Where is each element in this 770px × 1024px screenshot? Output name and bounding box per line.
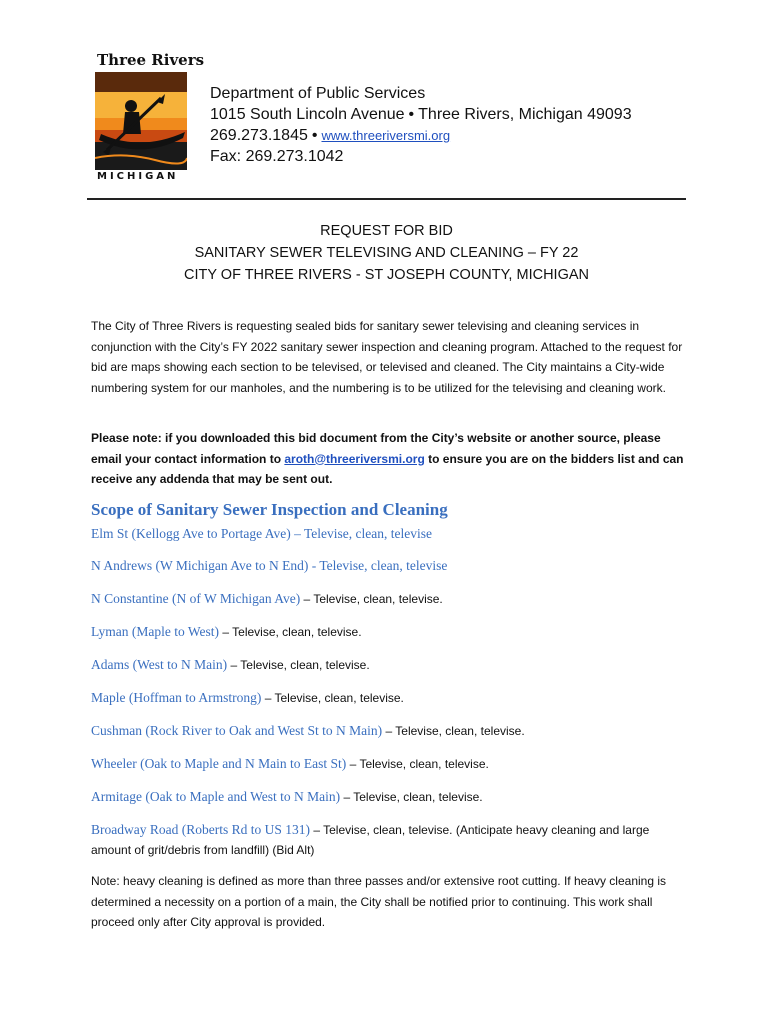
scope-item-action: – Televise, clean, televise. (261, 691, 404, 705)
scope-item-location: Elm St (Kellogg Ave to Portage Ave) – Televise, clean, televise (91, 526, 432, 541)
scope-item-action: – Televise, clean, televise. (300, 592, 443, 606)
department-contact (210, 83, 632, 167)
note-paragraph: Note: heavy cleaning is defined as more than three passes and/or extensive root cutting. If heavy cleaning is determined a necessity on a portion of a main, the City shall be notified prior to continuing. This work shall proceed only after City approval is provided. (91, 874, 667, 929)
scope-item-action: – Televise, clean, televise. (227, 658, 370, 672)
heading-line-1: REQUEST FOR BID (320, 223, 453, 239)
scope-item (91, 787, 691, 807)
department-city: Three Rivers, Michigan 49093 (418, 106, 632, 123)
scope-item-action: – Televise, clean, televise. (Anticipate heavy cleaning and large amount of grit/debris from landfill) (Bid Alt) (91, 823, 650, 857)
department-phone-line (210, 125, 632, 146)
intro-paragraph: The City of Three Rivers is requesting sealed bids for sanitary sewer televising and cleaning services in conjunction with the City’s FY 2022 sanitary sewer inspection and cleaning program. Attached to the request for bid are maps showing each section to be televised, or televised and cleaned. The City maintains a City-wide numbering system for our manholes, and the numbering is to be utilized for the televising and cleaning work. (91, 319, 683, 395)
scope-item-location: Armitage (Oak to Maple and West to N Main) (91, 789, 341, 804)
department-fax: Fax: 269.273.1042 (210, 148, 344, 165)
logo-subtitle: MICHIGAN (97, 171, 179, 182)
scope-item-location: N Andrews (W Michigan Ave to N End) - Televise, clean, televise (91, 558, 448, 573)
scope-item (91, 820, 691, 860)
contact-email-link[interactable]: aroth@threeriversmi.org (284, 451, 425, 466)
scope-item (91, 524, 691, 544)
scope-item (91, 754, 691, 774)
scope-item-location: Maple (Hoffman to Armstrong) (91, 690, 262, 705)
scope-item-action: – Televise, clean, televise. (346, 757, 489, 771)
heading-line-3: CITY OF THREE RIVERS - ST JOSEPH COUNTY, MICHIGAN (184, 267, 589, 283)
scope-item-action: – Televise, clean, televise. (340, 790, 483, 804)
scope-item-location: Wheeler (Oak to Maple and N Main to East St) (91, 756, 347, 771)
logo-title: Three Rivers (97, 51, 205, 69)
scope-item-location: N Constantine (N of W Michigan Ave) (91, 591, 301, 606)
website-link[interactable]: www.threeriversmi.org (321, 128, 451, 143)
kayaker-logo-icon (95, 72, 187, 170)
header-divider (87, 198, 686, 200)
scope-item (91, 655, 691, 675)
department-address-line (210, 104, 632, 125)
scope-item (91, 721, 691, 741)
scope-item-action: – Televise, clean, televise. (219, 625, 362, 639)
heading-line-2: SANITARY SEWER TELEVISING AND CLEANING – FY 22 (194, 245, 579, 261)
department-address: 1015 South Lincoln Avenue (210, 106, 405, 123)
bullet-separator: • (311, 127, 318, 144)
scope-heading: Scope of Sanitary Sewer Inspection and Cleaning (91, 500, 448, 519)
department-phone: 269.273.1845 (210, 127, 308, 144)
scope-item-location: Lyman (Maple to West) (91, 624, 220, 639)
scope-item-action: – Televise, clean, televise. (382, 724, 525, 738)
scope-item (91, 556, 691, 576)
notice-paragraph (91, 428, 691, 490)
scope-item (91, 589, 691, 609)
scope-item (91, 688, 691, 708)
scope-item-location: Cushman (Rock River to Oak and West St to N Main) (91, 723, 383, 738)
department-name: Department of Public Services (210, 85, 426, 102)
notice-text-before: Please note: if you downloaded this bid document from the City’s website or another source, please email your contact information to (91, 431, 661, 466)
scope-item (91, 622, 691, 642)
scope-item-location: Broadway Road (Roberts Rd to US 131) (91, 822, 310, 837)
scope-item-location: Adams (West to N Main) (91, 657, 228, 672)
city-logo (93, 50, 205, 186)
bullet-separator: • (408, 106, 415, 123)
notice-text-after: to ensure you are on the bidders list and can receive any addenda that may be sent out. (91, 451, 684, 486)
document-heading (87, 220, 686, 286)
